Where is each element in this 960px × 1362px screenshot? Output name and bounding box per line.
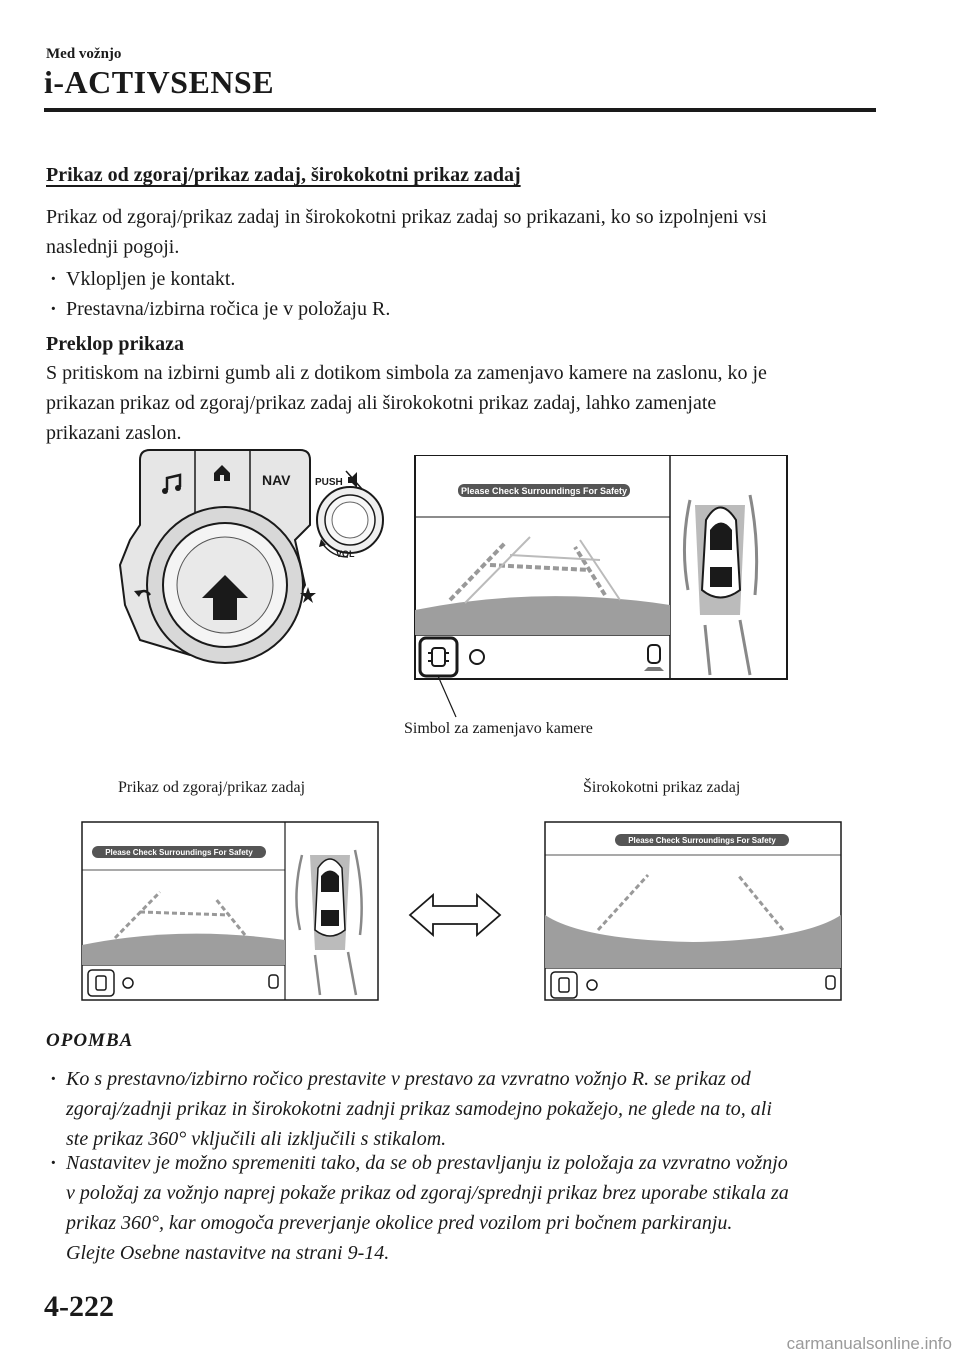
- title-divider: [44, 108, 876, 112]
- switch-line: prikazan prikaz od zgoraj/prikaz zadaj ali širokokotni prikaz zadaj, lahko zamenjate: [46, 392, 717, 414]
- push-label: PUSH: [315, 477, 343, 488]
- callout-line: [438, 676, 456, 717]
- screen-banner: Please Check Surroundings For Safety: [105, 848, 253, 857]
- vol-label: VOL: [336, 549, 355, 559]
- note-item: · Nastavitev je možno spremeniti tako, da se ob prestavljanju iz položaja za vzvratno vožnjo v položaj za vožnjo naprej pokaže prikaz od zgoraj/sprednji prikaz brez uporabe stikala za prikaz 360°, kar omogoča preverjanje okolice pred vozilom pri bočnem parkiranju. Glejte Osebne nastavitve na strani 9-14.: [50, 1148, 880, 1268]
- camera-switch-button[interactable]: [420, 638, 457, 676]
- note-line: ste prikaz 360° vključili ali izključili s stikalom.: [66, 1128, 447, 1150]
- switch-line: prikazani zaslon.: [46, 422, 182, 444]
- note-heading: OPOMBA: [46, 1030, 134, 1051]
- note-line: prikaz 360°, kar omogoča preverjanje okolice pred vozilom pri bočnem parkiranju.: [66, 1212, 733, 1234]
- note-line: v položaj za vožnjo naprej pokaže prikaz od zgoraj/sprednji prikaz brez uporabe stikala za: [66, 1182, 789, 1204]
- chapter-title: i-ACTIVSENSE: [44, 64, 275, 100]
- condition-item: · Vklopljen je kontakt.: [50, 268, 236, 290]
- watermark: carmanualsonline.info: [786, 1334, 952, 1353]
- nav-label: NAV: [262, 472, 291, 488]
- top-rear-view-screen-small: [80, 820, 380, 1005]
- double-arrow-icon: [405, 890, 505, 940]
- wide-rear-caption: Širokokotni prikaz zadaj: [583, 779, 741, 796]
- car-top-view: [702, 508, 740, 598]
- intro-paragraph: [46, 202, 876, 262]
- subheading: Prikaz od zgoraj/prikaz zadaj, širokokotni prikaz zadaj: [46, 164, 521, 186]
- top-rear-view-screen: [410, 455, 790, 745]
- switch-line: S pritiskom na izbirni gumb ali z dotikom simbola za zamenjavo kamere na zaslonu, ko je: [46, 362, 767, 384]
- condition-text: Vklopljen je kontakt.: [66, 268, 236, 290]
- note-line: Nastavitev je možno spremeniti tako, da se ob prestavljanju iz položaja za vzvratno vožnjo: [66, 1152, 788, 1174]
- note-line: Ko s prestavno/izbirno ročico prestavite v prestavo za vzvratno vožnjo R. se prikaz od: [66, 1068, 751, 1090]
- page-number: 4-222: [44, 1290, 114, 1323]
- camera-switch-button[interactable]: [88, 970, 114, 996]
- intro-line: Prikaz od zgoraj/prikaz zadaj in širokokotni prikaz zadaj so prikazani, ko so izpolnjeni vsi: [46, 206, 767, 228]
- condition-item: · Prestavna/izbirna ročica je v položaju R.: [50, 298, 391, 320]
- camera-switch-callout: Simbol za zamenjavo kamere: [404, 720, 593, 737]
- note-line: Glejte Osebne nastavitve na strani 9-14.: [66, 1242, 390, 1264]
- switch-paragraph: [46, 358, 876, 448]
- commander-controller-illustration: [110, 445, 400, 675]
- camera-switch-button[interactable]: [551, 972, 577, 998]
- screen-banner: Please Check Surroundings For Safety: [628, 836, 776, 845]
- section-label: Med vožnjo: [46, 46, 122, 62]
- intro-line: naslednji pogoji.: [46, 236, 180, 258]
- wide-rear-view-screen: [543, 820, 843, 1005]
- note-line: zgoraj/zadnji prikaz in širokokotni zadnji prikaz samodejno pokažejo, ne glede na to, ali: [66, 1098, 772, 1120]
- note-item: · Ko s prestavno/izbirno ročico prestavite v prestavo za vzvratno vožnjo R. se prikaz od zgoraj/zadnji prikaz in širokokotni zadnji prikaz samodejno pokažejo, ne glede na to, ali ste prikaz 360° vključili ali izključili s stikalom.: [50, 1064, 880, 1154]
- top-rear-caption: Prikaz od zgoraj/prikaz zadaj: [118, 779, 306, 796]
- condition-text: Prestavna/izbirna ročica je v položaju R.: [66, 298, 391, 320]
- screen-banner: Please Check Surroundings For Safety: [460, 486, 628, 496]
- switch-heading: Preklop prikaza: [46, 333, 184, 355]
